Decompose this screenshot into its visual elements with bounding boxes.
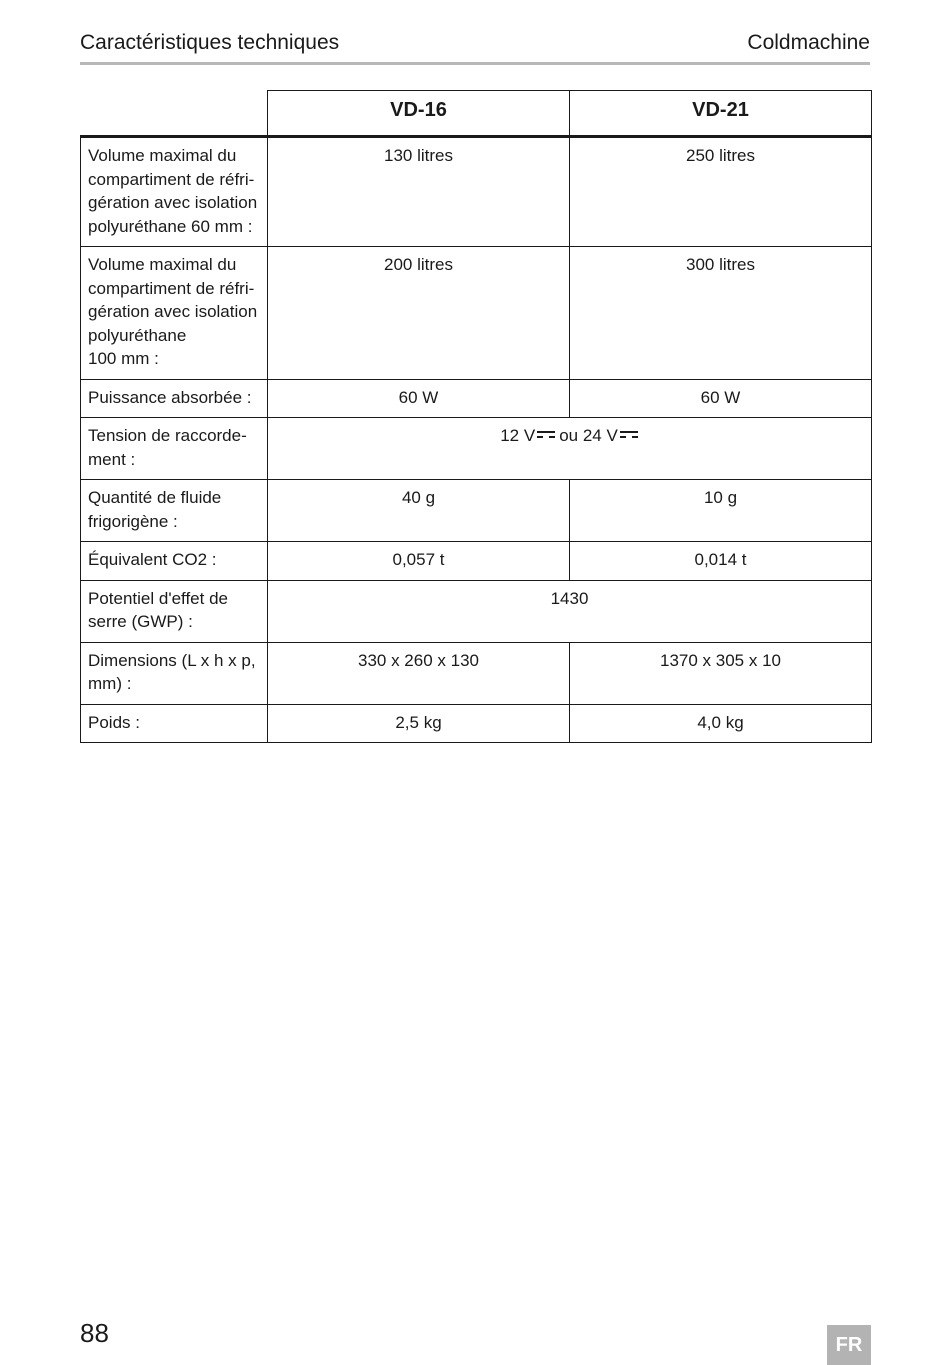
- header-empty-cell: [81, 91, 268, 137]
- column-header-vd21: VD-21: [570, 91, 872, 137]
- table-row: [81, 418, 872, 480]
- value-vd16: 330 x 260 x 130: [268, 642, 570, 704]
- value-vd21: 10 g: [570, 480, 872, 542]
- value-vd21: 250 litres: [570, 137, 872, 247]
- value-vd16: 200 litres: [268, 247, 570, 380]
- row-label: Volume maximal du compartiment de réfri- gération avec isolation polyuréthane 100 mm :: [81, 247, 268, 380]
- value-vd16: 130 litres: [268, 137, 570, 247]
- table-row: [81, 704, 872, 743]
- table-row: [81, 379, 872, 418]
- row-label: Volume maximal du compartiment de réfri- gération avec isolation polyuréthane 60 mm :: [81, 137, 268, 247]
- dc-current-icon: [620, 431, 638, 439]
- row-label: Poids :: [81, 704, 268, 743]
- value-vd21: 0,014 t: [570, 542, 872, 581]
- product-name: Coldmachine: [747, 31, 870, 54]
- table-row: [81, 247, 872, 380]
- dc-current-icon: [537, 431, 555, 439]
- voltage-24v: ou 24 V: [559, 426, 618, 445]
- table-row: [81, 480, 872, 542]
- value-vd16: 0,057 t: [268, 542, 570, 581]
- row-label: Équivalent CO2 :: [81, 542, 268, 581]
- section-title: Caractéristiques techniques: [80, 31, 340, 54]
- column-header-vd16: VD-16: [268, 91, 570, 137]
- row-label: Quantité de fluide frigorigène :: [81, 480, 268, 542]
- table-row: [81, 580, 872, 642]
- value-merged: [268, 418, 872, 480]
- value-vd16: 60 W: [268, 379, 570, 418]
- table-row: [81, 137, 872, 247]
- table-row: [81, 542, 872, 581]
- page-header: [80, 28, 870, 65]
- value-merged: 1430: [268, 580, 872, 642]
- page-number: 88: [80, 1318, 109, 1348]
- voltage-12v: 12 V: [500, 426, 536, 445]
- table-row: [81, 642, 872, 704]
- specifications-table: [80, 90, 872, 743]
- value-vd21: 1370 x 305 x 10: [570, 642, 872, 704]
- value-vd21: 60 W: [570, 379, 872, 418]
- value-vd21: 300 litres: [570, 247, 872, 380]
- table-header-row: [81, 91, 872, 137]
- row-label: Potentiel d'effet de serre (GWP) :: [81, 580, 268, 642]
- value-vd21: 4,0 kg: [570, 704, 872, 743]
- row-label: Puissance absorbée :: [81, 379, 268, 418]
- language-badge: FR: [827, 1325, 871, 1365]
- row-label: Tension de raccorde- ment :: [81, 418, 268, 480]
- value-vd16: 2,5 kg: [268, 704, 570, 743]
- row-label: Dimensions (L x h x p, mm) :: [81, 642, 268, 704]
- value-vd16: 40 g: [268, 480, 570, 542]
